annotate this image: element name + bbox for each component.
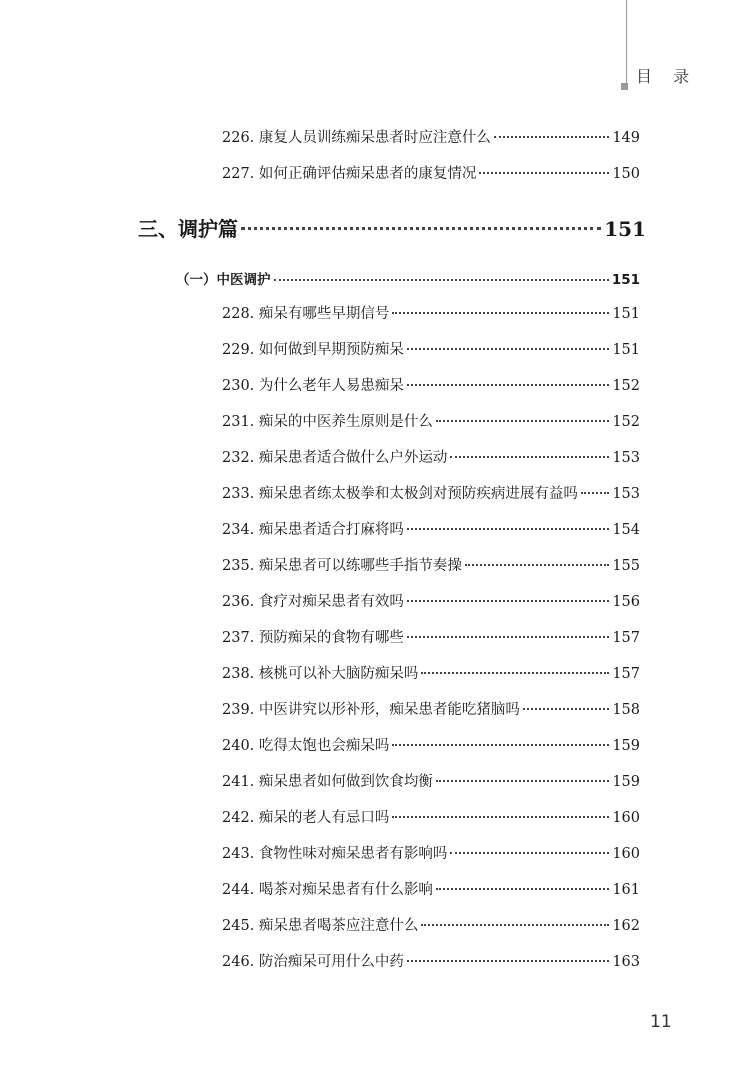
toc-entry-227[interactable] [222, 162, 640, 186]
dot-leader [523, 708, 609, 710]
toc-entry-page: 149 [612, 130, 640, 146]
toc-entry-244[interactable] [222, 878, 640, 902]
toc-entry-label: 234. 痴呆患者适合打麻将吗 [222, 522, 404, 538]
dot-leader [421, 924, 609, 926]
dot-leader [407, 528, 609, 530]
toc-entry-239[interactable] [222, 698, 640, 722]
toc-entry-label: 236. 食疗对痴呆患者有效吗 [222, 594, 404, 610]
toc-entry-page: 161 [612, 882, 640, 898]
toc-entry-label: 230. 为什么老年人易患痴呆 [222, 378, 404, 394]
dot-leader [241, 227, 601, 230]
toc-entry-230[interactable] [222, 374, 640, 398]
toc-entry-page: 159 [612, 738, 640, 754]
dot-leader [274, 279, 609, 281]
dot-leader [407, 600, 609, 602]
toc-entry-page: 162 [612, 918, 640, 934]
toc-entry-page: 150 [612, 166, 640, 182]
toc-entry-page: 153 [612, 450, 640, 466]
toc-entry-page: 151 [612, 342, 640, 358]
toc-entry-label: 226. 康复人员训练痴呆患者时应注意什么 [222, 130, 491, 146]
toc-part-heading[interactable] [138, 213, 646, 243]
toc-entry-236[interactable] [222, 590, 640, 614]
toc-entry-page: 158 [612, 702, 640, 718]
dot-leader [392, 744, 609, 746]
toc-entry-232[interactable] [222, 446, 640, 470]
toc-entry-235[interactable] [222, 554, 640, 578]
toc-entry-label: 232. 痴呆患者适合做什么户外运动 [222, 450, 448, 466]
toc-section-heading[interactable] [176, 268, 640, 290]
toc-entry-228[interactable] [222, 302, 640, 326]
dot-leader [465, 564, 609, 566]
toc-entry-246[interactable] [222, 950, 640, 974]
dot-leader [421, 672, 609, 674]
dot-leader [450, 852, 609, 854]
toc-part-label: 三、调护篇 [138, 217, 238, 241]
toc-entry-label: 228. 痴呆有哪些早期信号 [222, 306, 390, 322]
toc-entry-229[interactable] [222, 338, 640, 362]
toc-entry-page: 157 [612, 630, 640, 646]
toc-entry-page: 160 [612, 846, 640, 862]
toc-entry-241[interactable] [222, 770, 640, 794]
toc-entry-label: 229. 如何做到早期预防痴呆 [222, 342, 404, 358]
toc-entry-245[interactable] [222, 914, 640, 938]
toc-entry-234[interactable] [222, 518, 640, 542]
toc-entry-page: 157 [612, 666, 640, 682]
dot-leader [494, 136, 609, 138]
toc-entry-label: 241. 痴呆患者如何做到饮食均衡 [222, 774, 433, 790]
toc-entry-242[interactable] [222, 806, 640, 830]
toc-entry-233[interactable] [222, 482, 640, 506]
header-marker [621, 83, 628, 90]
toc-entry-page: 152 [612, 378, 640, 394]
toc-entry-label: 238. 核桃可以补大脑防痴呆吗 [222, 666, 419, 682]
page-number: 11 [650, 1012, 672, 1032]
toc-entry-label: 227. 如何正确评估痴呆患者的康复情况 [222, 166, 477, 182]
dot-leader [407, 636, 609, 638]
dot-leader [581, 492, 609, 494]
toc-entry-231[interactable] [222, 410, 640, 434]
dot-leader [450, 456, 609, 458]
dot-leader [392, 816, 609, 818]
dot-leader [436, 420, 609, 422]
dot-leader [407, 960, 609, 962]
toc-entry-page: 152 [612, 414, 640, 430]
toc-entry-240[interactable] [222, 734, 640, 758]
running-header-title: 目 录 [636, 67, 698, 86]
toc-entry-label: 240. 吃得太饱也会痴呆吗 [222, 738, 390, 754]
toc-entry-page: 159 [612, 774, 640, 790]
toc-entry-label: 244. 喝茶对痴呆患者有什么影响 [222, 882, 433, 898]
toc-entry-page: 155 [612, 558, 640, 574]
toc-entry-226[interactable] [222, 126, 640, 150]
dot-leader [436, 780, 609, 782]
dot-leader [479, 172, 609, 174]
dot-leader [436, 888, 609, 890]
toc-entry-label: 235. 痴呆患者可以练哪些手指节奏操 [222, 558, 462, 574]
toc-section-page: 151 [611, 272, 640, 288]
header-rule [626, 0, 627, 86]
toc-entry-label: 243. 食物性味对痴呆患者有影响吗 [222, 846, 448, 862]
toc-part-page: 151 [604, 217, 646, 241]
toc-entry-label: 245. 痴呆患者喝茶应注意什么 [222, 918, 419, 934]
toc-section-label: （一）中医调护 [176, 272, 271, 288]
toc-entry-label: 239. 中医讲究以形补形，痴呆患者能吃猪脑吗 [222, 702, 520, 718]
toc-entry-238[interactable] [222, 662, 640, 686]
dot-leader [407, 384, 609, 386]
toc-entry-page: 153 [612, 486, 640, 502]
toc-entry-237[interactable] [222, 626, 640, 650]
toc-entry-243[interactable] [222, 842, 640, 866]
toc-entry-page: 154 [612, 522, 640, 538]
toc-entry-page: 160 [612, 810, 640, 826]
dot-leader [407, 348, 609, 350]
toc-entry-label: 231. 痴呆的中医养生原则是什么 [222, 414, 433, 430]
toc-entry-label: 237. 预防痴呆的食物有哪些 [222, 630, 404, 646]
toc-entry-label: 242. 痴呆的老人有忌口吗 [222, 810, 390, 826]
toc-entry-page: 151 [612, 306, 640, 322]
toc-entry-page: 163 [612, 954, 640, 970]
toc-entry-page: 156 [612, 594, 640, 610]
toc-entry-label: 246. 防治痴呆可用什么中药 [222, 954, 404, 970]
dot-leader [392, 312, 609, 314]
toc-entry-label: 233. 痴呆患者练太极拳和太极剑对预防疾病进展有益吗 [222, 486, 578, 502]
